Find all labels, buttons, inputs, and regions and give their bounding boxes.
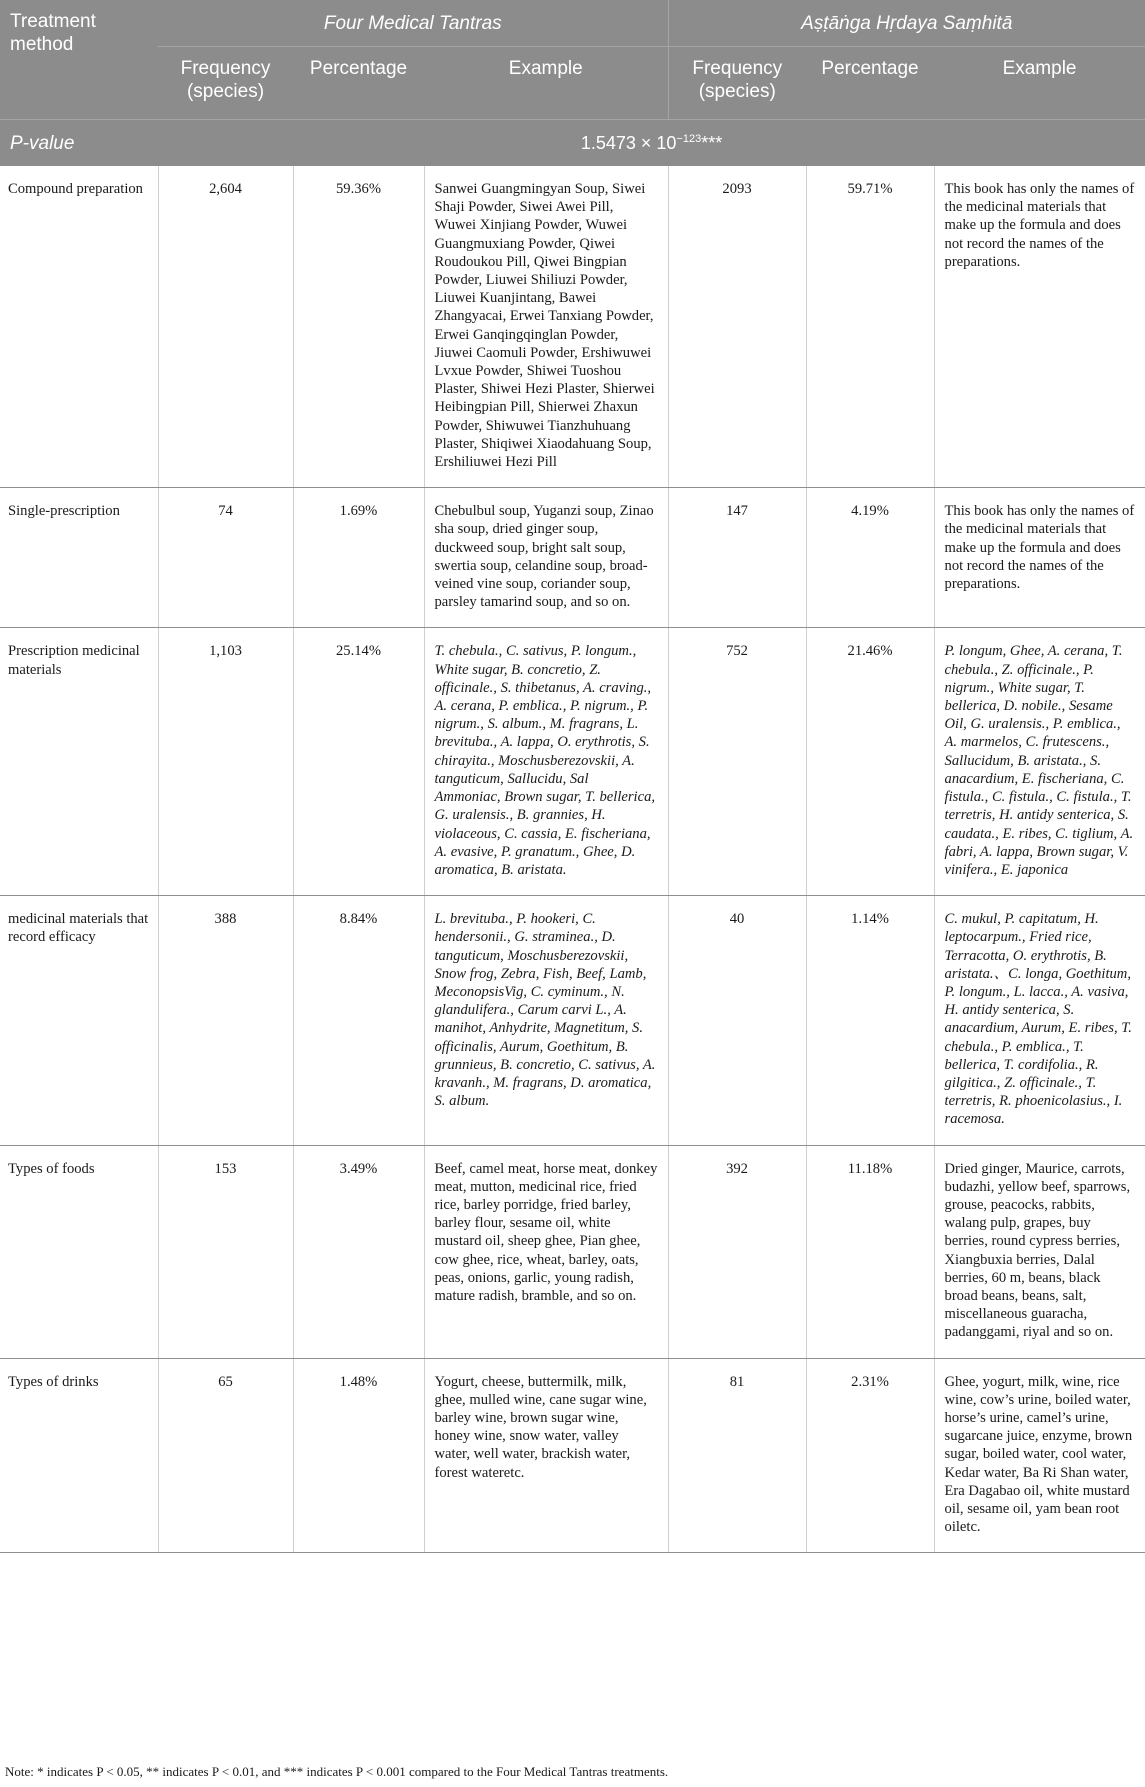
fmt-example-cell: Sanwei Guangmingyan Soup, Siwei Shaji Powder, Siwei Awei Pill, Wuwei Xinjiang Powder, Wuwei Guangmuxiang Powder, Qiwei Roudoukou Pill, Qiwei Bingpian Powder, Liuwei Shiliuzi Powder, Liuwei Kuanjintang, Bawei Zhangyacai, Erwei Tanxiang Powder, Erwei Ganqingqinglan Powder, Jiuwei Caomuli Powder, Ershiwuwei Lvxue Powder, Shiwei Tuoshou Plaster, Shiwei Hezi Plaster, Shierwei Heibingpian Pill, Shierwei Zhaxun Powder, Shiwuwei Tianzhuhuang Plaster, Shiqiwei Xiaodahuang Soup, Ershiliuwei Hezi Pill xyxy=(424,166,668,488)
fmt-example-cell: Chebulbul soup, Yuganzi soup, Zinao sha soup, dried ginger soup, duckweed soup, bright salt soup, swertia soup, celandine soup, broad-veined vine soup, coriander soup, parsley tamarind soup, and so on. xyxy=(424,488,668,628)
fmt-example-cell: T. chebula., C. sativus, P. longum., White sugar, B. concretio, Z. officinale., S. thibetanus, A. craving., A. cerana, P. emblica., P. nigrum., P. nigrum., S. album., M. fragrans, L. brevituba., A. lappa, O. erythrotis, S. chirayita., Moschusberezovskii, A. tanguticum, Sallucidu, Sal Ammoniac, Brown sugar, T. bellerica, G. uralensis., B. grannies, H. violaceous, C. cassia, E. fischeriana, A. evasive, P. granatum., Ghee, D. aromatica, B. aristata. xyxy=(424,628,668,896)
header-frequency-left: Frequency (species) xyxy=(158,47,293,120)
pvalue-base: 1.5473 × 10 xyxy=(580,132,677,153)
ahs-percentage-cell: 2.31% xyxy=(806,1358,934,1553)
fmt-percentage-cell: 3.49% xyxy=(293,1145,424,1358)
ahs-example-cell: P. longum, Ghee, A. cerana, T. chebula., Z. officinale., P. nigrum., White sugar, T. bellerica, D. nobile., Sesame Oil, G. uralensis., P. emblica., A. marmelos, C. frutescens., Sallucidum, B. aristata., S. anacardium, E. fischeriana, C. fistula., C. fistula., C. fistula., T. terretris, H. antidy senterica, S. caudata., E. ribes, C. tiglium, A. fabri, A. lappa, Brown sugar, V. vinifera., E. japonica xyxy=(934,628,1145,896)
pvalue-value xyxy=(158,120,1145,167)
treatment-method-cell: Compound preparation xyxy=(0,166,158,488)
table-row xyxy=(0,1358,1145,1553)
treatment-method-cell: Types of drinks xyxy=(0,1358,158,1553)
fmt-frequency-cell: 74 xyxy=(158,488,293,628)
ahs-example-cell: This book has only the names of the medicinal materials that make up the formula and does not record the names of the preparations. xyxy=(934,166,1145,488)
pvalue-label: P-value xyxy=(0,120,158,167)
ahs-example-cell: This book has only the names of the medicinal materials that make up the formula and does not record the names of the preparations. xyxy=(934,488,1145,628)
header-example-right: Example xyxy=(934,47,1145,120)
header-group-four-medical-tantras: Four Medical Tantras xyxy=(158,0,668,47)
fmt-frequency-cell: 388 xyxy=(158,896,293,1145)
fmt-frequency-cell: 65 xyxy=(158,1358,293,1553)
table-row xyxy=(0,166,1145,488)
ahs-example-cell: C. mukul, P. capitatum, H. leptocarpum., Fried rice, Terracotta, O. erythrotis, B. aristata.、C. longa, Goethitum, P. longum., L. lacca., A. vasiva, H. antidy senterica, S. anacardium, Aurum, E. ribes, T. chebula., P. emblica., T. bellerica, T. cordifolia., R. gilgitica., Z. officinale., T. terretris, R. phoenicolasius., I. racemosa. xyxy=(934,896,1145,1145)
header-treatment-method: Treatment method xyxy=(0,0,158,120)
fmt-example-cell: Yogurt, cheese, buttermilk, milk, ghee, mulled wine, cane sugar wine, barley wine, brown sugar wine, honey wine, snow water, valley water, well water, brackish water, forest wateretc. xyxy=(424,1358,668,1553)
fmt-frequency-cell: 153 xyxy=(158,1145,293,1358)
fmt-percentage-cell: 1.48% xyxy=(293,1358,424,1553)
table-row xyxy=(0,628,1145,896)
header-percentage-left: Percentage xyxy=(293,47,424,120)
header-example-left: Example xyxy=(424,47,668,120)
fmt-percentage-cell: 1.69% xyxy=(293,488,424,628)
fmt-frequency-cell: 1,103 xyxy=(158,628,293,896)
ahs-frequency-cell: 81 xyxy=(668,1358,806,1553)
table-row xyxy=(0,1145,1145,1358)
ahs-example-cell: Ghee, yogurt, milk, wine, rice wine, cow’s urine, boiled water, horse’s urine, camel’s urine, sugarcane juice, enzyme, brown sugar, boiled water, cool water, Kedar water, Ba Ri Shan water, Era Dagabao oil, white mustard oil, sesame oil, yam bean root oiletc. xyxy=(934,1358,1145,1553)
fmt-percentage-cell: 59.36% xyxy=(293,166,424,488)
ahs-percentage-cell: 21.46% xyxy=(806,628,934,896)
treatment-method-cell: Prescription medicinal materials xyxy=(0,628,158,896)
treatment-method-cell: Single-prescription xyxy=(0,488,158,628)
fmt-example-cell: L. brevituba., P. hookeri, C. hendersonii., G. straminea., D. tanguticum, Moschusberezovskii, Snow frog, Zebra, Fish, Beef, Lamb, MeconopsisVig, C. cyminum., N. glandulifera., Carum carvi L., A. manihot, Anhydrite, Magnetitum, S. officinalis, Aurum, Goethitum, B. grunnieus, B. concretio, C. sativus, A. kravanh., M. fragrans, D. aromatica, S. album. xyxy=(424,896,668,1145)
ahs-percentage-cell: 4.19% xyxy=(806,488,934,628)
ahs-frequency-cell: 392 xyxy=(668,1145,806,1358)
treatment-method-cell: medicinal materials that record efficacy xyxy=(0,896,158,1145)
table-note: Note: * indicates P < 0.05, ** indicates P < 0.01, and *** indicates P < 0.001 compared to the Four Medical Tantras treatments. xyxy=(5,1764,669,1779)
fmt-percentage-cell: 25.14% xyxy=(293,628,424,896)
header-frequency-right: Frequency (species) xyxy=(668,47,806,120)
ahs-frequency-cell: 40 xyxy=(668,896,806,1145)
fmt-frequency-cell: 2,604 xyxy=(158,166,293,488)
pvalue-stars: *** xyxy=(701,132,723,153)
ahs-frequency-cell: 147 xyxy=(668,488,806,628)
ahs-example-cell: Dried ginger, Maurice, carrots, budazhi, yellow beef, sparrows, grouse, peacocks, rabbits, walang pulp, grapes, buy berries, round cypress berries, Xiangbuxia berries, Dalal berries, 60 m, beans, black broad beans, beans, salt, miscellaneous guaracha, padanggami, riyal and so on. xyxy=(934,1145,1145,1358)
fmt-percentage-cell: 8.84% xyxy=(293,896,424,1145)
table-row xyxy=(0,488,1145,628)
ahs-percentage-cell: 1.14% xyxy=(806,896,934,1145)
table-row xyxy=(0,896,1145,1145)
ahs-percentage-cell: 59.71% xyxy=(806,166,934,488)
ahs-frequency-cell: 752 xyxy=(668,628,806,896)
fmt-example-cell: Beef, camel meat, horse meat, donkey meat, mutton, medicinal rice, fried rice, barley porridge, fried barley, barley flour, sesame oil, white mustard oil, sheep ghee, Pian ghee, cow ghee, rice, wheat, barley, oats, peas, onions, garlic, young radish, mature radish, bramble, and so on. xyxy=(424,1145,668,1358)
header-group-astanga-hrdaya: Aṣṭāṅga Hṛdaya Saṃhitā xyxy=(668,0,1145,47)
ahs-frequency-cell: 2093 xyxy=(668,166,806,488)
pvalue-exponent: −123 xyxy=(676,132,702,145)
treatment-method-cell: Types of foods xyxy=(0,1145,158,1358)
ahs-percentage-cell: 11.18% xyxy=(806,1145,934,1358)
header-percentage-right: Percentage xyxy=(806,47,934,120)
